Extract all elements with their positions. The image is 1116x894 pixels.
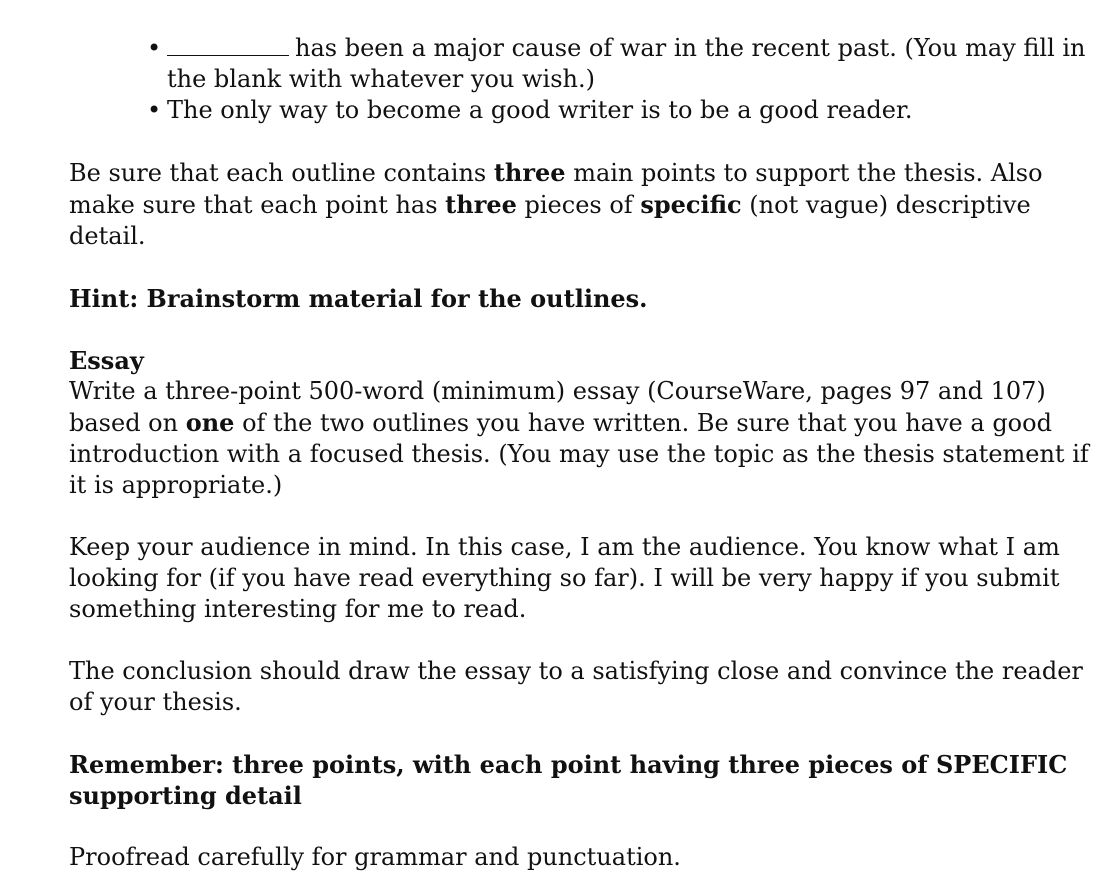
spacer (69, 252, 1099, 283)
hint-heading: Hint: Brainstorm material for the outlines. (69, 284, 648, 313)
essay-text-2: of the two outlines you have written. Be sure that you have a good introduction with a focused thesis. (You may use the topic as the thesis statement if it is appropriate.) (69, 409, 1089, 499)
bullet-icon: • (147, 34, 162, 62)
spacer (69, 501, 1099, 532)
remember-heading: Remember: three points, with each point having three pieces of SPECIFIC supporting detail (69, 750, 1068, 810)
fill-in-blank (167, 33, 289, 56)
document-page (69, 33, 1099, 873)
outline-text-1: Be sure that each outline contains (69, 159, 494, 187)
proofread-paragraph: Proofread carefully for grammar and punctuation. (69, 843, 681, 871)
bullet-item-war (69, 33, 1099, 95)
essay-paragraph (69, 376, 1099, 501)
essay-bold-one: one (185, 408, 235, 437)
outline-text-4: (not vague) descriptive detail. (69, 191, 1031, 250)
bullet-icon: • (147, 96, 162, 124)
bullet-text-war: has been a major cause of war in the recent past. (You may fill in the blank with whatever you wish.) (167, 34, 1086, 93)
outline-bold-three-2: three (445, 190, 517, 219)
spacer (69, 718, 1099, 749)
outline-text-3: pieces of (516, 191, 641, 219)
outline-bold-three-1: three (493, 158, 566, 187)
outline-text-2: main points to support the thesis. Also make sure that each point has (69, 159, 1043, 219)
spacer (69, 625, 1099, 656)
bullet-text-reader: The only way to become a good writer is to be a good reader. (167, 96, 913, 124)
essay-heading: Essay (69, 346, 144, 375)
outline-instructions-paragraph (69, 157, 1099, 252)
spacer (69, 126, 1099, 157)
essay-text-1: Write a three-point 500-word (minimum) essay (CourseWare, pages 97 and 107) based on (69, 377, 1046, 437)
topic-bullet-list (69, 33, 1099, 126)
bullet-item-reader (69, 95, 1099, 126)
spacer (69, 811, 1099, 842)
audience-paragraph: Keep your audience in mind. In this case, I am the audience. You know what I am looking for (if you have read everything so far). I will be very happy if you submit something interesting for me to read. (69, 533, 1060, 623)
conclusion-paragraph: The conclusion should draw the essay to a satisfying close and convince the reader of your thesis. (69, 657, 1083, 716)
spacer (69, 314, 1099, 345)
outline-bold-specific: specific (640, 190, 742, 219)
